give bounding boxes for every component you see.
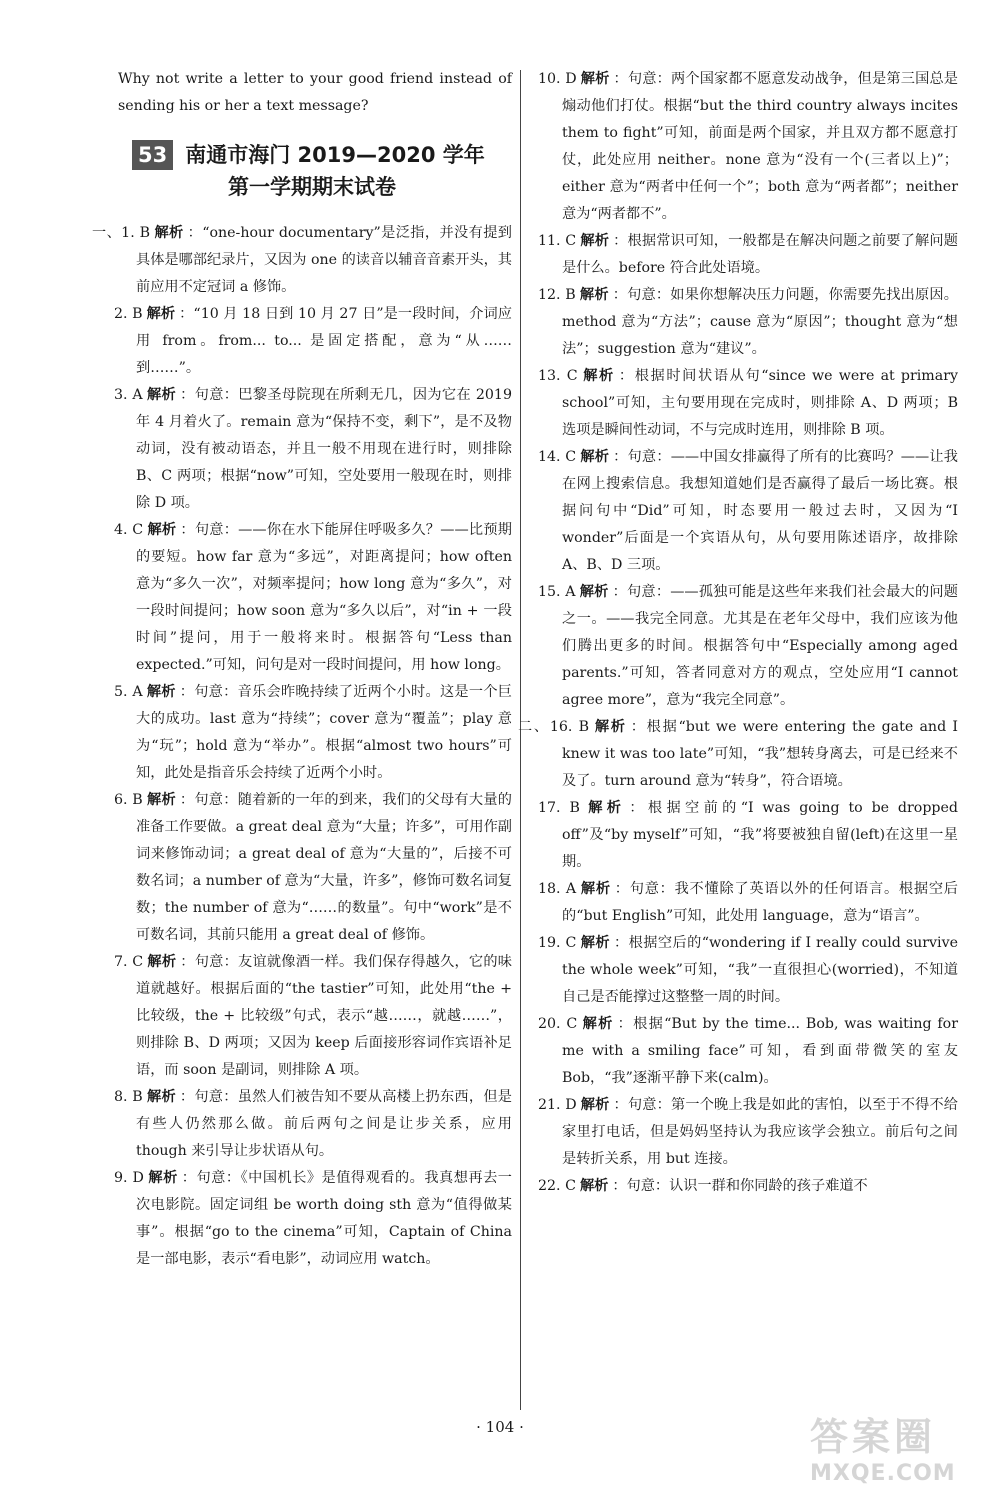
page-number: · 104 · (476, 1418, 524, 1436)
analysis-text: ：句意：我不懂除了英语以外的任何语言。根据空后的“but English”可知，此处用 language，意为“语言”。 (562, 881, 958, 924)
analysis-label: 解析 (146, 684, 176, 700)
analysis-label: 解析 (146, 306, 176, 322)
answer-item (538, 228, 958, 282)
answer-item (538, 1092, 958, 1173)
analysis-label: 解析 (583, 800, 626, 816)
analysis-label: 解析 (146, 1089, 176, 1105)
watermark-bottom: MXQE.COM (810, 1461, 956, 1486)
analysis-text: ：根据空前的“I was going to be dropped off”及“by myself”可知，“我”将要被独自留(left)在这里一星期。 (562, 800, 958, 870)
answer-number: 7. C (114, 954, 144, 970)
answer-number: 3. A (114, 387, 143, 403)
answer-number: 8. B (114, 1089, 143, 1105)
answer-number: 22. C (538, 1178, 576, 1194)
analysis-text: ：根据空后的“wondering if I really could survive the whole week”可知，“我”一直很担心(worried)，不知道自己是否能撑过这整整一周的时间。 (562, 935, 958, 1005)
answer-item (538, 579, 958, 714)
answer-item (538, 363, 958, 444)
analysis-label: 解析 (146, 387, 177, 403)
right-answer-list (518, 66, 959, 1200)
answer-number: 21. D (538, 1097, 577, 1113)
analysis-text: ：句意：《中国机长》是值得观看的。我真想再去一次电影院。固定词组 be worth doing sth 意为“值得做某事”。根据“go to the cinema”可知，Captain of China 是一部电影，表示“看电影”，动词应用 watch。 (136, 1170, 512, 1267)
answer-number: 4. C (114, 522, 144, 538)
answer-number: 6. B (114, 792, 143, 808)
analysis-text: ：句意：友谊就像酒一样。我们保存得越久，它的味道就越好。根据后面的“the tastier”可知，此处用“the + 比较级，the + 比较级”句式，表示“越……，就越……”，则排除 B、D 两项；又因为 keep 后面接形容词作宾语补足语，而 soon 是副词，则排除 A 项。 (136, 954, 512, 1078)
analysis-label: 解析 (580, 71, 610, 87)
answer-item (538, 66, 958, 228)
analysis-text: ：句意：如果你想解决压力问题，你需要先找出原因。method 意为“方法”；cause 意为“原因”；thought 意为“想法”；suggestion 意为“建议”。 (562, 287, 958, 357)
analysis-label: 解析 (147, 1170, 178, 1186)
analysis-text: ：根据常识可知，一般都是在解决问题之前要了解问题是什么。before 符合此处语境。 (562, 233, 958, 276)
analysis-label: 解析 (580, 449, 610, 465)
analysis-text: ：句意：音乐会昨晚持续了近两个小时。这是一个巨大的成功。last 意为“持续”；cover 意为“覆盖”；play 意为“玩”；hold 意为“举办”。根据“almost two hours”可知，此处是指音乐会持续了近两个小时。 (136, 684, 512, 781)
answer-number: 二、16. B (518, 719, 590, 735)
exam-title-line1: 南通市海门 2019—2020 学年 (185, 143, 485, 167)
answer-number: 19. C (538, 935, 577, 951)
answer-item (112, 517, 512, 679)
analysis-label: 解析 (154, 225, 184, 241)
answer-item (112, 1165, 512, 1273)
answer-number: 12. B (538, 287, 576, 303)
analysis-label: 解析 (147, 522, 177, 538)
analysis-text: ：句意：——你在水下能屏住呼吸多久？——比预期的要短。how far 意为“多远”，对距离提问；how often 意为“多久一次”，对频率提问；how long 意为“多久”，对一段时间提问；how soon 意为“多久以后”，对“in + 一段时间”提问，用于一般将来时。根据答句“Less than expected.”可知，问句是对一段时间提问，用 how long。 (136, 522, 512, 673)
answer-item (112, 949, 512, 1084)
answer-item (538, 876, 958, 930)
analysis-label: 解析 (580, 1097, 610, 1113)
analysis-label: 解析 (147, 954, 177, 970)
analysis-label: 解析 (580, 881, 611, 897)
analysis-text: ：句意：第一个晚上我是如此的害怕，以至于不得不给家里打电话，但是妈妈坚持认为我应该学会独立。前后句之间是转折关系，用 but 连接。 (562, 1097, 958, 1167)
answer-item (538, 795, 958, 876)
analysis-text: ：“10 月 18 日到 10 月 27 日”是一段时间，介词应用 from。from... to... 是固定搭配，意为“从……到……”。 (136, 306, 512, 376)
answer-number: 2. B (114, 306, 143, 322)
answer-item (112, 382, 512, 517)
exam-title-line2: 第一学期期末试卷 (228, 175, 396, 199)
analysis-text: ：句意：虽然人们被告知不要从高楼上扔东西，但是有些人仍然那么做。前后两句之间是让步关系，应用 though 来引导让步状语从句。 (136, 1089, 512, 1159)
analysis-text: ：句意：认识一群和你同龄的孩子难道不 (612, 1178, 868, 1194)
analysis-label: 解析 (593, 719, 627, 735)
answer-item (112, 301, 512, 382)
analysis-text: ：根据“but we were entering the gate and I knew it was too late”可知，“我”想转身离去，可是已经来不及了。turn around 意为“转身”，符合语境。 (562, 719, 959, 789)
analysis-text: ：句意：随着新的一年的到来，我们的父母有大量的准备工作要做。a great deal 意为“大量；许多”，可用作副词来修饰动词；a great deal of 意为“大量的”，后接不可数名词；a number of 意为“大量，许多”，修饰可数名词复数；the number of 意为“……的数量”。句中“work”是不可数名词，其前只能用 a great deal of 修饰。 (136, 792, 512, 943)
answer-number: 15. A (538, 584, 576, 600)
answer-number: 9. D (114, 1170, 144, 1186)
watermark-logo (810, 1406, 980, 1484)
watermark-top: 答案圈 (810, 1415, 937, 1459)
answer-item (112, 787, 512, 949)
answer-item (538, 282, 958, 363)
left-column (92, 66, 512, 1273)
answer-item (538, 444, 958, 579)
analysis-label: 解析 (581, 368, 615, 384)
answer-number: 10. D (538, 71, 577, 87)
answer-item (538, 1173, 958, 1200)
right-column (518, 66, 959, 1200)
answer-item (538, 1011, 958, 1092)
intro-text: Why not write a letter to your good friend instead of sending his or her a text message? (118, 71, 512, 114)
analysis-label: 解析 (146, 792, 176, 808)
analysis-label: 解析 (579, 287, 609, 303)
analysis-label: 解析 (581, 1016, 614, 1032)
analysis-text: ：“one-hour documentary”是泛指，并没有提到具体是哪部纪录片，又因为 one 的读音以辅音音素开头，其前应用不定冠词 a 修饰。 (136, 225, 512, 295)
analysis-label: 解析 (580, 935, 611, 951)
answer-number: 20. C (538, 1016, 578, 1032)
analysis-text: ：根据时间状语从句“since we were at primary school”可知，主句要用现在完成时，则排除 A、D 两项；B 选项是瞬间性动词，不与完成时连用，则排除 B 项。 (562, 368, 958, 438)
exam-title (112, 140, 512, 204)
analysis-text: ：句意：——孤独可能是这些年来我们社会最大的问题之一。——我完全同意。尤其是在老年父母中，我们应该为他们腾出更多的时间。根据答句中“Especially among aged parents.”可知，答者同意对方的观点，空处应用“I cannot agree more”，意为“我完全同意”。 (562, 584, 958, 708)
left-answer-list (92, 220, 512, 1273)
answer-number: 14. C (538, 449, 577, 465)
analysis-text: ：句意：两个国家都不愿意发动战争，但是第三国总是煽动他们打仗。根据“but the third country always incites them to fight”可知，前面是两个国家，并且双方都不愿意打仗，此处应用 neither。none 意为“没有一个(三者以上)”；either 意为“两者中任何一个”；both 意为“两者都”；neither 意为“两者都不”。 (562, 71, 958, 222)
answer-number: 17. B (538, 800, 580, 816)
answer-item (112, 679, 512, 787)
answer-number: 5. A (114, 684, 143, 700)
answer-item (92, 220, 512, 301)
answer-item (112, 1084, 512, 1165)
analysis-text: ：根据“But by the time... Bob, was waiting for me with a smiling face”可知，看到面带微笑的室友 Bob，“我”逐渐平静下来(calm)。 (562, 1016, 958, 1086)
answer-item (518, 714, 959, 795)
answer-item (538, 930, 958, 1011)
exam-number-badge: 53 (132, 140, 173, 170)
analysis-text: ：句意：——中国女排赢得了所有的比赛吗？——让我在网上搜索信息。我想知道她们是否赢得了最后一场比赛。根据问句中“Did”可知，时态要用一般过去时，又因为“I wonder”后面是一个宾语从句，从句要用陈述语序，故排除 A、B、D 三项。 (562, 449, 958, 573)
answer-number: 一、1. B (92, 225, 151, 241)
analysis-label: 解析 (579, 1178, 609, 1194)
answer-number: 11. C (538, 233, 577, 249)
answer-number: 13. C (538, 368, 578, 384)
answer-number: 18. A (538, 881, 577, 897)
analysis-label: 解析 (580, 233, 610, 249)
analysis-text: ：句意：巴黎圣母院现在所剩无几，因为它在 2019 年 4 月着火了。remain 意为“保持不变，剩下”，是不及物动词，没有被动语态，并且一般不用现在进行时，则排除 B、C 两项；根据“now”可知，空处要用一般现在时，则排除 D 项。 (136, 387, 512, 511)
analysis-label: 解析 (579, 584, 609, 600)
